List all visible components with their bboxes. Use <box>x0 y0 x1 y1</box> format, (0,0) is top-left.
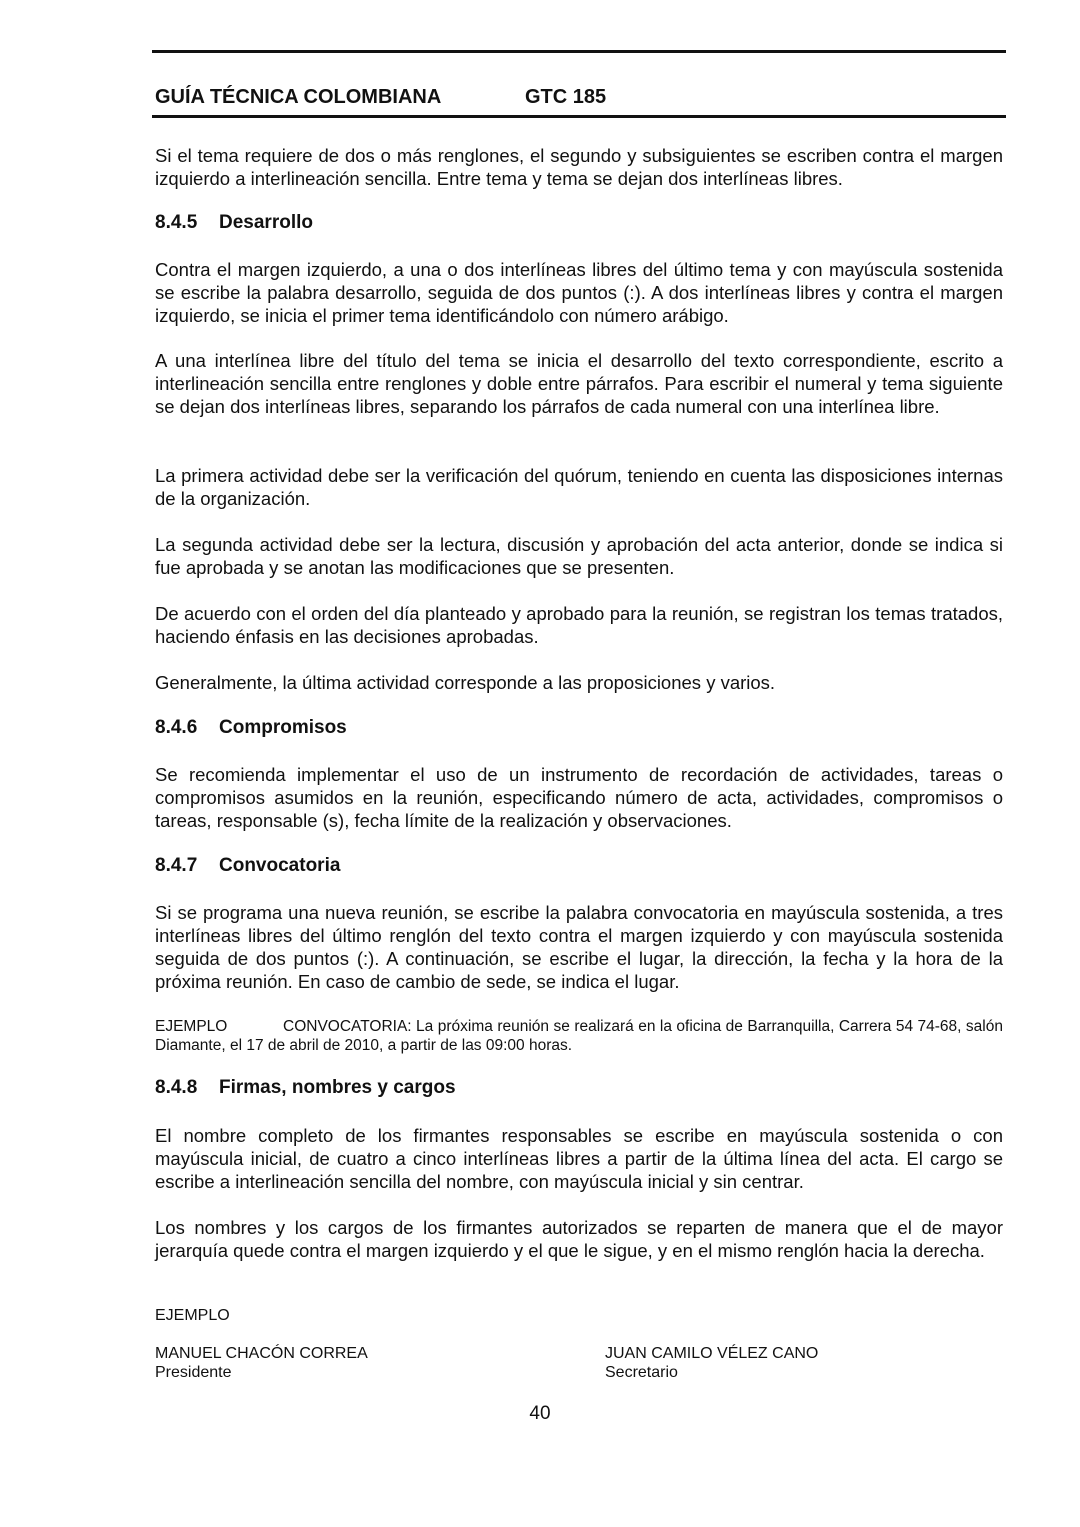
section-title: Firmas, nombres y cargos <box>219 1077 456 1098</box>
example-text: CONVOCATORIA: La próxima reunión se realizará en la oficina de Barranquilla, Carrera 54 74-68, salón Diamante, el 17 de abril de 2010, a partir de las 09:00 horas. <box>155 1018 1003 1054</box>
signatory-name: MANUEL CHACÓN CORREA <box>155 1345 368 1362</box>
signatory-role: Secretario <box>605 1364 678 1381</box>
desarrollo-paragraph-4 <box>155 533 1003 579</box>
convocatoria-example <box>155 1017 1003 1055</box>
example-label: EJEMPLO <box>155 1018 228 1035</box>
intro-paragraph-block <box>155 144 1003 190</box>
paragraph: De acuerdo con el orden del día planteado y aprobado para la reunión, se registran los temas tratados, haciendo énfasis en las decisiones aprobadas. <box>155 603 1003 647</box>
section-heading-desarrollo <box>155 212 1003 234</box>
paragraph: A una interlínea libre del título del tema se inicia el desarrollo del texto correspondiente, escrito a interlineación sencilla entre renglones y doble entre párrafos. Para escribir el numeral y tema siguiente se dejan dos interlíneas libres, separando los párrafos de cada numeral con una interlínea libre. <box>155 350 1003 417</box>
intro-paragraph: Si el tema requiere de dos o más renglones, el segundo y subsiguientes se escriben contra el margen izquierdo a interlineación sencilla. Entre tema y tema se dejan dos interlíneas libres. <box>155 145 1003 189</box>
header-top-rule <box>152 50 1006 53</box>
page-header <box>155 86 607 109</box>
signatory-2 <box>605 1344 1003 1382</box>
section-number: 8.4.8 <box>155 1077 198 1098</box>
paragraph: Generalmente, la última actividad corresponde a las proposiciones y varios. <box>155 672 776 693</box>
paragraph: El nombre completo de los firmantes responsables se escribe en mayúscula sostenida o con mayúscula inicial, de cuatro a cinco interlíneas libres a partir de la última línea del acta. El cargo se escribe a interlineación sencilla del nombre, con mayúscula inicial y sin centrar. <box>155 1125 1003 1192</box>
header-title: GUÍA TÉCNICA COLOMBIANA <box>155 86 442 108</box>
header-code: GTC 185 <box>525 86 607 108</box>
convocatoria-paragraph <box>155 901 1003 993</box>
paragraph: Si se programa una nueva reunión, se escribe la palabra convocatoria en mayúscula sostenida, a tres interlíneas libres del último renglón del texto contra el margen izquierdo y con mayúscula sostenida seguida de dos puntos (:). A continuación, se escribe el lugar, la dirección, la fecha y la hora de la próxima reunión. En caso de cambio de sede, se indica el lugar. <box>155 902 1003 992</box>
signatory-1 <box>155 1344 575 1382</box>
paragraph: Se recomienda implementar el uso de un instrumento de recordación de actividades, tareas o compromisos asumidos en la reunión, especificando número de acta, actividades, compromisos o tareas, responsable (s), fecha límite de la realización y observaciones. <box>155 764 1003 831</box>
desarrollo-paragraph-1 <box>155 258 1003 327</box>
paragraph: La segunda actividad debe ser la lectura, discusión y aprobación del acta anterior, donde se indica si fue aprobada y se anotan las modificaciones que se presenten. <box>155 534 1003 578</box>
section-title: Desarrollo <box>219 212 313 233</box>
paragraph: Contra el margen izquierdo, a una o dos interlíneas libres del último tema y con mayúscula sostenida se escribe la palabra desarrollo, seguida de dos puntos (:). A dos interlíneas libres y contra el margen izquierdo, se inicia el primer tema identificándolo con número arábigo. <box>155 259 1003 326</box>
section-heading-convocatoria <box>155 855 1003 877</box>
section-number: 8.4.5 <box>155 212 198 233</box>
paragraph: La primera actividad debe ser la verificación del quórum, teniendo en cuenta las disposiciones internas de la organización. <box>155 465 1003 509</box>
section-number: 8.4.6 <box>155 717 198 738</box>
header-bottom-rule <box>152 115 1006 118</box>
firmas-paragraph-2 <box>155 1216 1003 1262</box>
firmas-paragraph-1 <box>155 1124 1003 1193</box>
signatory-name: JUAN CAMILO VÉLEZ CANO <box>605 1345 819 1362</box>
paragraph: Los nombres y los cargos de los firmantes autorizados se reparten de manera que el de mayor jerarquía quede contra el margen izquierdo y el que le sigue, y en el mismo renglón hacia la derecha. <box>155 1217 1003 1261</box>
desarrollo-paragraph-3 <box>155 464 1003 510</box>
section-title: Compromisos <box>219 717 347 738</box>
desarrollo-paragraph-2 <box>155 349 1003 418</box>
section-number: 8.4.7 <box>155 855 198 876</box>
page-number: 40 <box>529 1403 551 1424</box>
section-heading-compromisos <box>155 717 1003 739</box>
firmas-example-label <box>155 1306 1003 1325</box>
section-title: Convocatoria <box>219 855 341 876</box>
example-label: EJEMPLO <box>155 1307 230 1324</box>
desarrollo-paragraph-5 <box>155 602 1003 648</box>
signatory-role: Presidente <box>155 1364 232 1381</box>
desarrollo-paragraph-6 <box>155 671 1003 694</box>
section-heading-firmas <box>155 1077 1003 1099</box>
compromisos-paragraph <box>155 763 1003 832</box>
